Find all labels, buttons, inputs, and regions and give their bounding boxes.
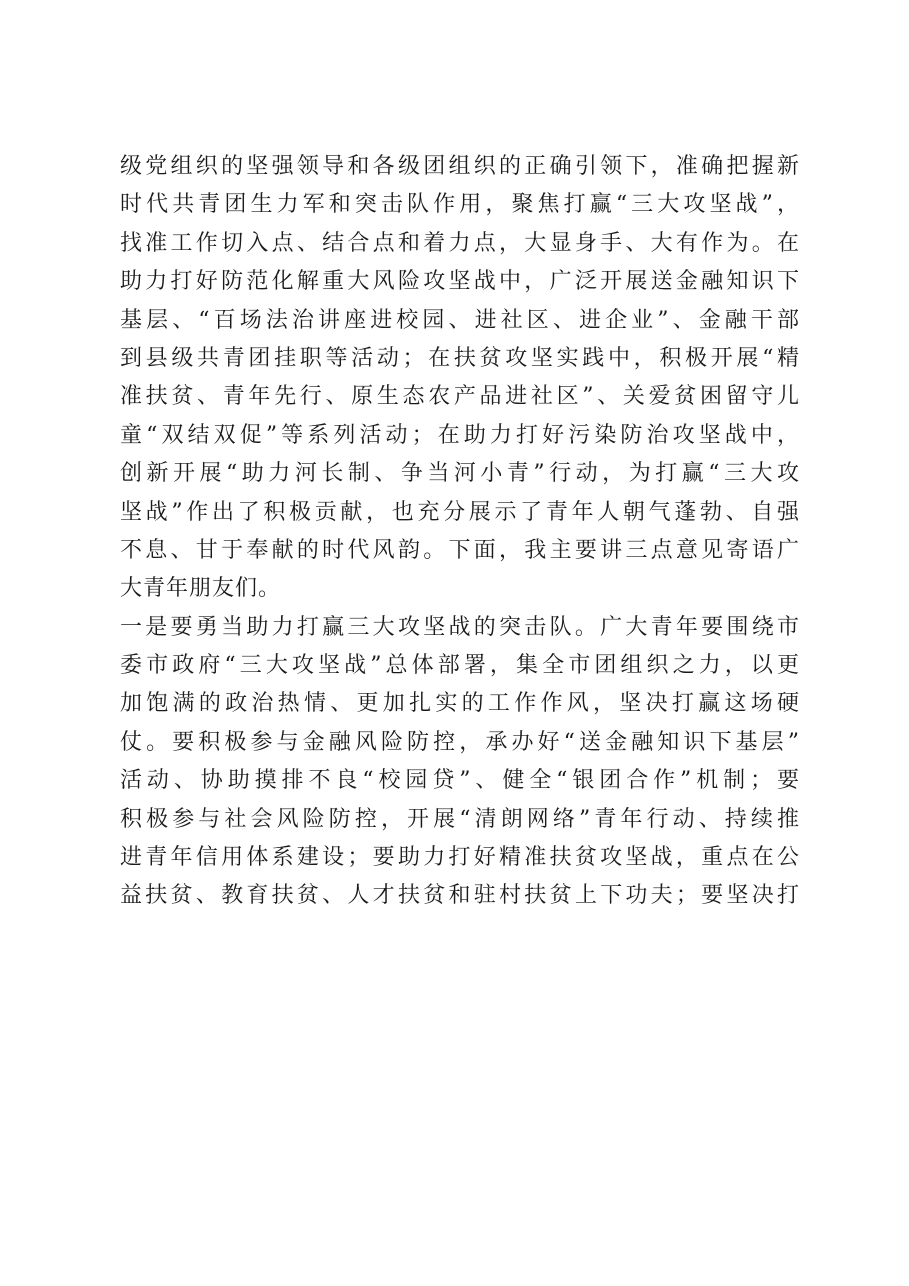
- text-line: 坚战”作出了积极贡献，也充分展示了青年人朝气蓬勃、自强: [120, 499, 800, 525]
- paragraph-1: [120, 148, 800, 609]
- text-line: 积极参与社会风险防控，开展“清朗网络”青年行动、持续推: [120, 806, 800, 832]
- text-line: 童“双结双促”等系列活动；在助力打好污染防治攻坚战中，: [120, 422, 800, 448]
- text-line: 委市政府“三大攻坚战”总体部署，集全市团组织之力，以更: [120, 653, 800, 679]
- text-line: 活动、协助摸排不良“校园贷”、健全“银团合作”机制；要: [120, 768, 800, 794]
- text-line: 不息、甘于奉献的时代风韵。下面，我主要讲三点意见寄语广: [120, 537, 800, 563]
- text-line: 益扶贫、教育扶贫、人才扶贫和驻村扶贫上下功夫；要坚决打: [120, 883, 800, 909]
- text-line: 仗。要积极参与金融风险防控，承办好“送金融知识下基层”: [120, 729, 800, 755]
- text-line: 到县级共青团挂职等活动；在扶贫攻坚实践中，积极开展“精: [120, 345, 800, 371]
- text-line: 加饱满的政治热情、更加扎实的工作作风，坚决打赢这场硬: [120, 691, 800, 717]
- text-line: 一是要勇当助力打赢三大攻坚战的突击队。广大青年要围绕市: [120, 614, 800, 640]
- body-text: [120, 148, 800, 916]
- text-line: 基层、“百场法治讲座进校园、进社区、进企业”、金融干部: [120, 307, 800, 333]
- text-line: 准扶贫、青年先行、原生态农产品进社区”、关爱贫困留守儿: [120, 384, 800, 410]
- text-line: 进青年信用体系建设；要助力打好精准扶贫攻坚战，重点在公: [120, 845, 800, 871]
- text-line: 级党组织的坚强领导和各级团组织的正确引领下，准确把握新: [120, 154, 800, 179]
- text-line: 大青年朋友们。: [120, 576, 282, 602]
- text-line: 找准工作切入点、结合点和着力点，大显身手、大有作为。在: [120, 230, 800, 256]
- text-line: 时代共青团生力军和突击队作用，聚焦打赢“三大攻坚战”，: [120, 192, 800, 218]
- text-line: 创新开展“助力河长制、争当河小青”行动，为打赢“三大攻: [120, 461, 800, 487]
- text-line: 助力打好防范化解重大风险攻坚战中，广泛开展送金融知识下: [120, 269, 800, 295]
- paragraph-2: [120, 609, 800, 916]
